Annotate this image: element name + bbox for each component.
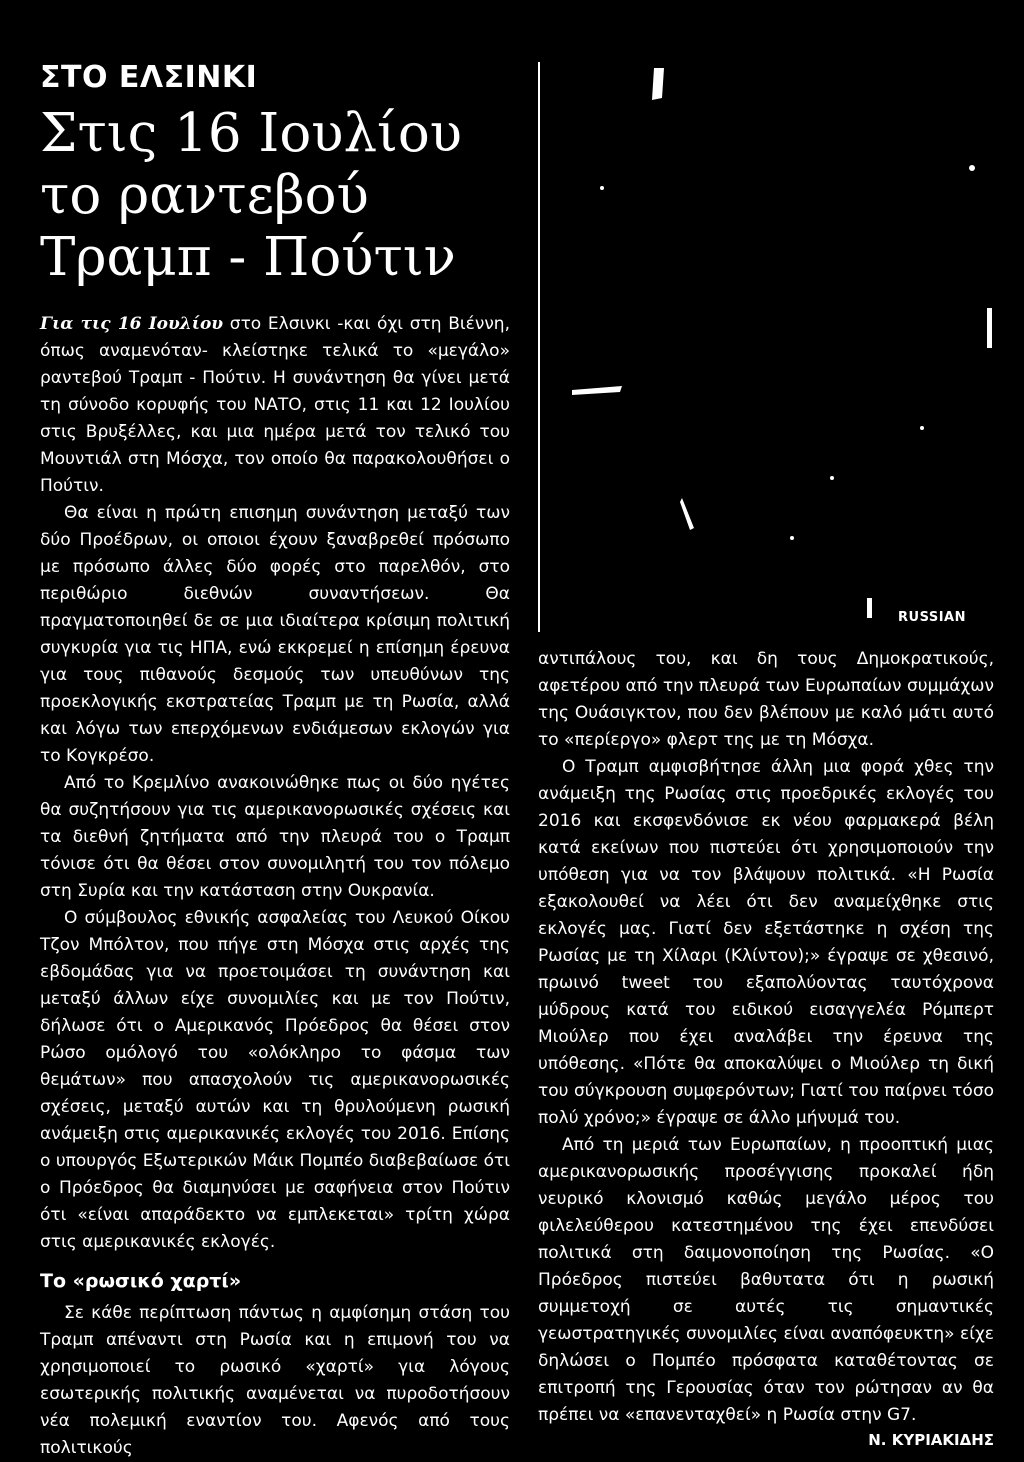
subheading: Το «ρωσικό χαρτί» (40, 1270, 242, 1292)
paragraph: Από το Κρεμλίνο ανακοινώθηκε πως οι δύο ηγέτες θα συζητήσουν για τις αμερικανορωσικές σχέσεις και τα διεθνή ζητήματα από την πλευρά του ο Τραμπ τόνισε ότι θα θέσει στον συνομιλητή του τον πόλεμο στη Συρία και την κατάσταση στην Ουκρανία. (40, 773, 510, 901)
headline-line: το ραντεβού (40, 165, 369, 226)
paragraph: αντιπάλους του, και δη τους Δημοκρατικούς, αφετέρου από την πλευρά των Ευρωπαίων συμμάχων της Ουάσιγκτον, που δεν βλέπουν με καλό μάτι αυτό το «περίεργο» φλερτ της με τη Μόσχα. (538, 649, 994, 750)
headline (40, 103, 510, 289)
lead-text: στο Ελσινκι -και όχι στη Βιέννη, όπως αναμενόταν- κλείστηκε τελικά το «μεγάλο» ραντεβού Τραμπ - Πούτιν. Η συνάντηση θα γίνει μετά τη σύνοδο κορυφής του ΝΑΤΟ, στις 11 και 12 Ιουλίου στις Βρυξέλλες, και μια ημέρα μετά τον τελικό του Μουντιάλ στη Μόσχα, τον οποίο θα παρακολουθήσει ο Πούτιν. (40, 314, 510, 496)
paragraph: Από τη μεριά των Ευρωπαίων, η προοπτική μιας αμερικανορωσικής προσέγγισης προκαλεί ήδη νευρικό κλονισμό καθώς μεγάλο μέρος του φιλελεύθερου κατεστημένου της έχει επενδύσει πολιτικά στη δαιμονοποίηση της Ρωσίας. «Ο Πρόεδρος πιστεύει βαθυτατα ότι η ρωσική συμμετοχή σε αυτές τις σημαντικές γεωστρατηγικές συνομιλίες είναι αναπόφευκτη» είχε δηλώσει ο Πομπέο πρόσφατα καταθέτοντας σε επιτροπή της Γερουσίας όταν τον ρώτησαν αν θα πρέπει να «επανενταχθεί» η Ρωσία στην G7. (538, 1135, 994, 1425)
right-column (538, 646, 994, 1449)
headline-line: Τραμπ - Πούτιν (40, 227, 456, 288)
column-rule (538, 62, 540, 632)
paragraph: Ο Τραμπ αμφισβήτησε άλλη μια φορά χθες την ανάμειξη της Ρωσίας στις προεδρικές εκλογές του 2016 και εκσφενδόνισε εκ νέου φαρμακερά βέλη κατά εκείνων που πιστεύει ότι χρησιμοποιούν την υπόθεση για να τον βλάψουν πολιτικά. «Η Ρωσία εξακολουθεί να λέει ότι δεν αναμείχθηκε στις εκλογές μας. Γιατί δεν εξετάστηκε η σχέση της Ρωσίας με τη Χίλαρι (Κλίντον);» έγραψε σε χθεσινό, πρωινό tweet του εξαπολύοντας ταυτόχρονα μύδρους κατά του ειδικού εισαγγελέα Ρόμπερτ Μιούλερ που έχει αναλάβει την έρευνα της υπόθεσης. «Πότε θα αποκαλύψει ο Μιούλερ τη δική του σύγκρουση συμφερόντων; Γιατί του παίρνει τόσο πολύ χρόνο;» έγραψε σε άλλο μήνυμά του. (538, 757, 994, 1128)
paragraph: Σε κάθε περίπτωση πάντως η αμφίσημη στάση του Τραμπ απέναντι στη Ρωσία και η επιμονή του να χρησιμοποιεί το ρωσικό «χαρτί» για λόγους εσωτερικής πολιτικής αναμένεται να πυροδοτήσουν νέα πολεμική εναντίον του. Αφενός από τους πολιτικούς (40, 1303, 510, 1458)
article-body-left (40, 311, 510, 1462)
kicker: ΣΤΟ ΕΛΣΙΝΚΙ (40, 60, 258, 95)
photo-credit: RUSSIAN (898, 610, 966, 625)
photo-image (542, 58, 1012, 633)
paragraph: Ο σύμβουλος εθνικής ασφαλείας του Λευκού Οίκου Τζον Μπόλτον, που πήγε στη Μόσχα στις αρχές της εβδομάδας για να προετοιμάσει τη συνάντηση και μεταξύ άλλων είχε συνομιλίες και με τον Πούτιν, δήλωσε ότι ο Αμερικανός Πρόεδρος θα θέσει στον Ρώσο ομόλογό του «ολόκληρο το φάσμα των θεμάτων» που απασχολούν τις αμερικανορωσικές σχέσεις, μεταξύ αυτών και τη θρυλούμενη ρωσική ανάμειξη στις αμερικανικές εκλογές του 2016. Επίσης ο υπουργός Εξωτερικών Μάικ Πομπέο διαβεβαίωσε ότι ο Πρόεδρος θα διαμηνύσει με σαφήνεια στον Πούτιν ότι «είναι απαράδεκτο να εμπλεκεται» τρίτη χώρα στις αμερικανικές εκλογές. (40, 908, 510, 1252)
paragraph: Θα είναι η πρώτη επισημη συνάντηση μεταξύ των δύο Προέδρων, οι οποιοι έχουν ξαναβρεθεί πρόσωπο με πρόσωπο άλλες δύο φορές στο παρελθόν, στο περιθώριο διεθνών συναντήσεων. Θα πραγματοποιηθεί δε σε μια ιδιαίτερα κρίσιμη πολιτική συγκυρία για τις ΗΠΑ, ενώ εκκρεμεί η επίσημη έρευνα για τους πιθανούς δεσμούς των υπευθύνων της προεκλογικής εκστρατείας Τραμπ με τη Ρωσία, αλλά και λόγω των επερχόμενων ενδιάμεσων εκλογών για το Κογκρέσο. (40, 503, 510, 766)
byline: Ν. ΚΥΡΙΑΚΙΔΗΣ (868, 1431, 994, 1449)
lead-bold: Για τις 16 Ιουλίου (40, 314, 224, 334)
lead-paragraph (40, 311, 510, 500)
left-column (40, 60, 510, 1462)
photo (542, 58, 1012, 633)
headline-line: Στις 16 Ιουλίου (40, 103, 462, 164)
